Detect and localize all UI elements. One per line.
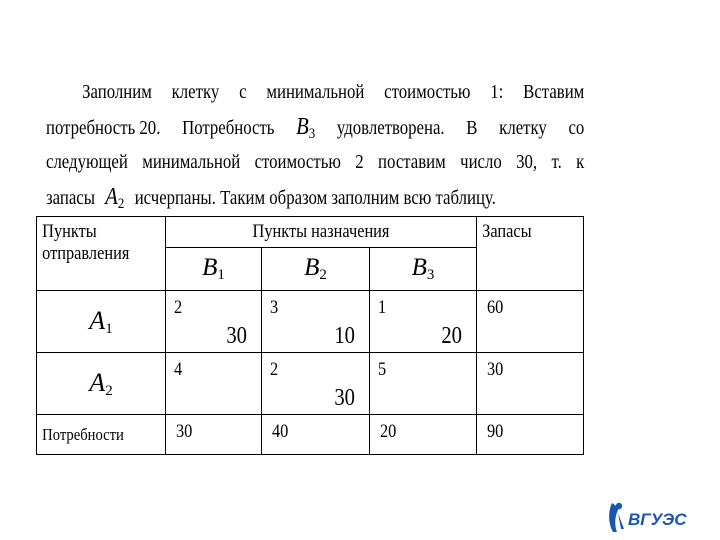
cell-a2-b3: 5 <box>370 353 477 415</box>
header-b2: $B_2$ <box>262 248 370 291</box>
demand-b1: 30 <box>166 415 262 455</box>
word: число <box>460 152 502 173</box>
university-logo <box>606 499 706 535</box>
word: 30, <box>516 152 538 173</box>
word: стоимостью <box>384 82 471 103</box>
paragraph <box>46 75 584 215</box>
header-destination: Пункты назначения <box>166 217 477 248</box>
word: 2 <box>355 152 364 173</box>
supply-a1: 60 <box>477 291 584 353</box>
cell-a1-b1: 2 30 <box>166 291 262 353</box>
logo-text: ВГУЭС <box>628 510 687 529</box>
demand-b3: 20 <box>370 415 477 455</box>
word: к <box>576 152 585 173</box>
word: с <box>239 82 247 103</box>
word: 1: <box>490 82 504 103</box>
text-segment: исчерпаны. Таким образом заполним всю таблицу. <box>134 188 496 209</box>
header-supply: Запасы <box>477 217 584 291</box>
supply-a2: 30 <box>477 353 584 415</box>
word: клетку <box>171 82 220 103</box>
text-segment: потребность 20. <box>46 118 161 139</box>
text-segment: запасы <box>46 188 95 209</box>
cell-a1-b3: 1 20 <box>370 291 477 353</box>
word: Заполним <box>82 82 152 103</box>
word: со <box>568 118 585 139</box>
variable-b3: $B_3$ <box>296 114 316 142</box>
word: Вставим <box>523 82 585 103</box>
cell-a2-b2: 2 30 <box>262 353 370 415</box>
word: минимальной <box>266 82 365 103</box>
transport-table <box>36 216 584 455</box>
word: стоимостью <box>254 152 341 173</box>
word: т. <box>551 152 562 173</box>
header-b3: $B_3$ <box>370 248 477 291</box>
variable-a2: $A_2$ <box>105 184 125 212</box>
demand-b2: 40 <box>262 415 370 455</box>
paragraph-line-1 <box>46 75 584 110</box>
word: удовлетворена. <box>336 118 445 139</box>
word: Потребность <box>182 118 275 139</box>
row-a1-label: $A_1$ <box>37 291 166 353</box>
paragraph-line-3 <box>46 145 584 180</box>
cell-a2-b1: 4 <box>166 353 262 415</box>
row-a2-label: $A_2$ <box>37 353 166 415</box>
demand-label: Потребности <box>37 415 166 455</box>
cell-a1-b2: 3 10 <box>262 291 370 353</box>
word: следующей <box>46 152 128 173</box>
word: В <box>466 118 478 139</box>
demand-total: 90 <box>477 415 584 455</box>
paragraph-line-2 <box>46 110 584 145</box>
header-b1: $B_1$ <box>166 248 262 291</box>
word: клетку <box>499 118 547 139</box>
paragraph-line-4 <box>46 180 584 215</box>
word: минимальной <box>142 152 241 173</box>
word: поставим <box>378 152 446 173</box>
header-origin: Пункты отправления <box>37 217 166 291</box>
logo-emblem-icon <box>609 503 624 532</box>
